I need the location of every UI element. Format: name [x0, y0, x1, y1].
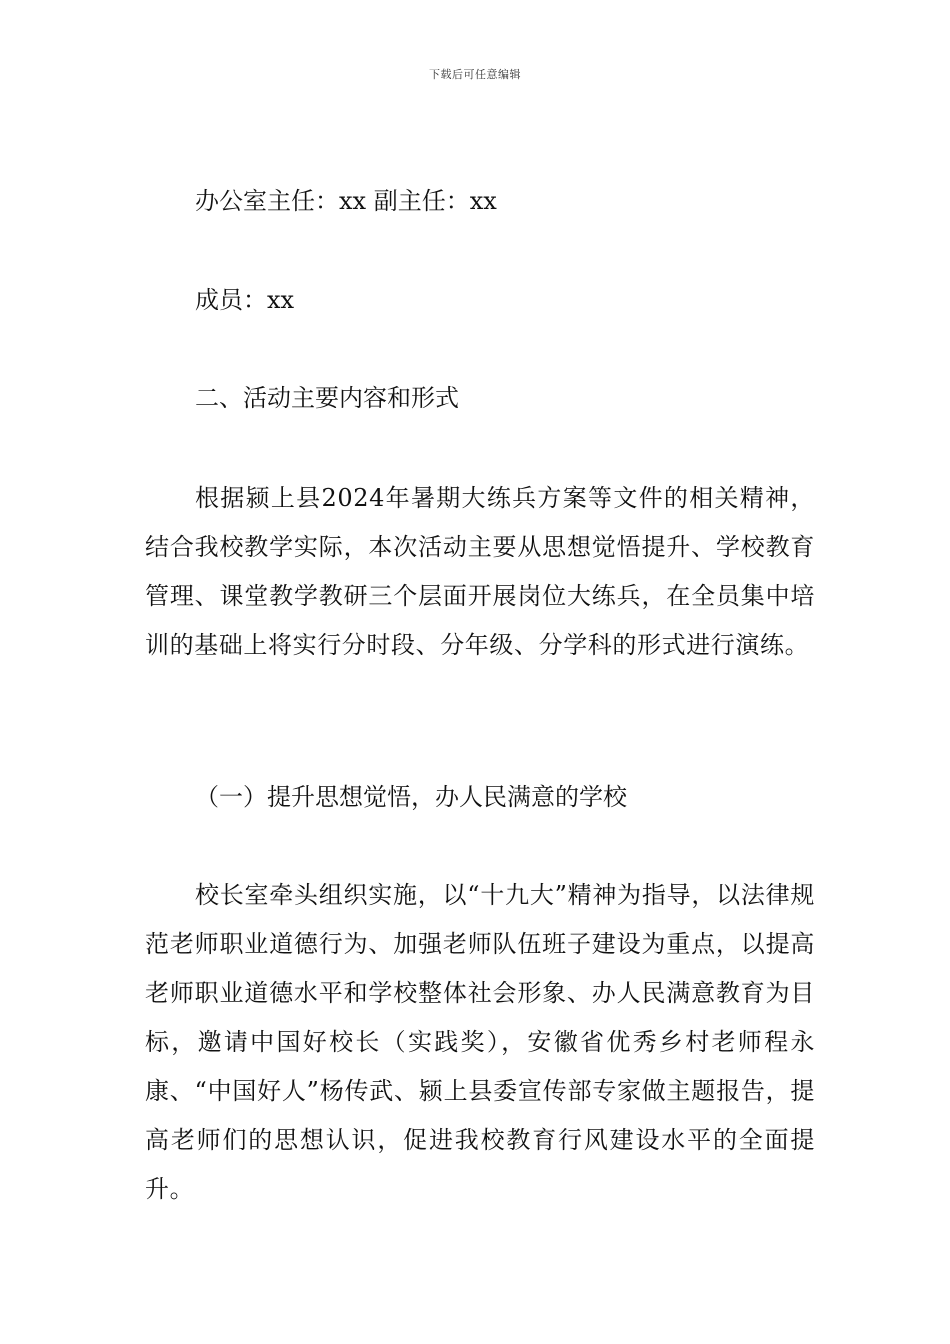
subsection-one-title: （一）提升思想觉悟，办人民满意的学校	[195, 783, 627, 811]
members-line: 成员：xx	[195, 286, 295, 314]
paragraph-activity-content: 根据颍上县2024年暑期大练兵方案等文件的相关精神，结合我校教学实际，本次活动主要从思想觉悟提升、学校教育管理、课堂教学教研三个层面开展岗位大练兵，在全员集中培训的基础上将实行分时段、分年级、分学科的形式进行演练。	[145, 484, 815, 659]
page-header-note: 下载后可任意编辑	[429, 68, 521, 81]
paragraph-principal-office: 校长室牵头组织实施，以“十九大”精神为指导，以法律规范老师职业道德行为、加强老师队伍班子建设为重点，以提高老师职业道德水平和学校整体社会形象、办人民满意教育为目标，邀请中国好校长（实践奖），安徽省优秀乡村老师程永康、“中国好人”杨传武、颍上县委宣传部专家做主题报告，提高老师们的思想认识，促进我校教育行风建设水平的全面提升。	[145, 881, 815, 1203]
section-two-title: 二、活动主要内容和形式	[195, 384, 459, 412]
office-director-line: 办公室主任：xx 副主任：xx	[195, 187, 497, 215]
